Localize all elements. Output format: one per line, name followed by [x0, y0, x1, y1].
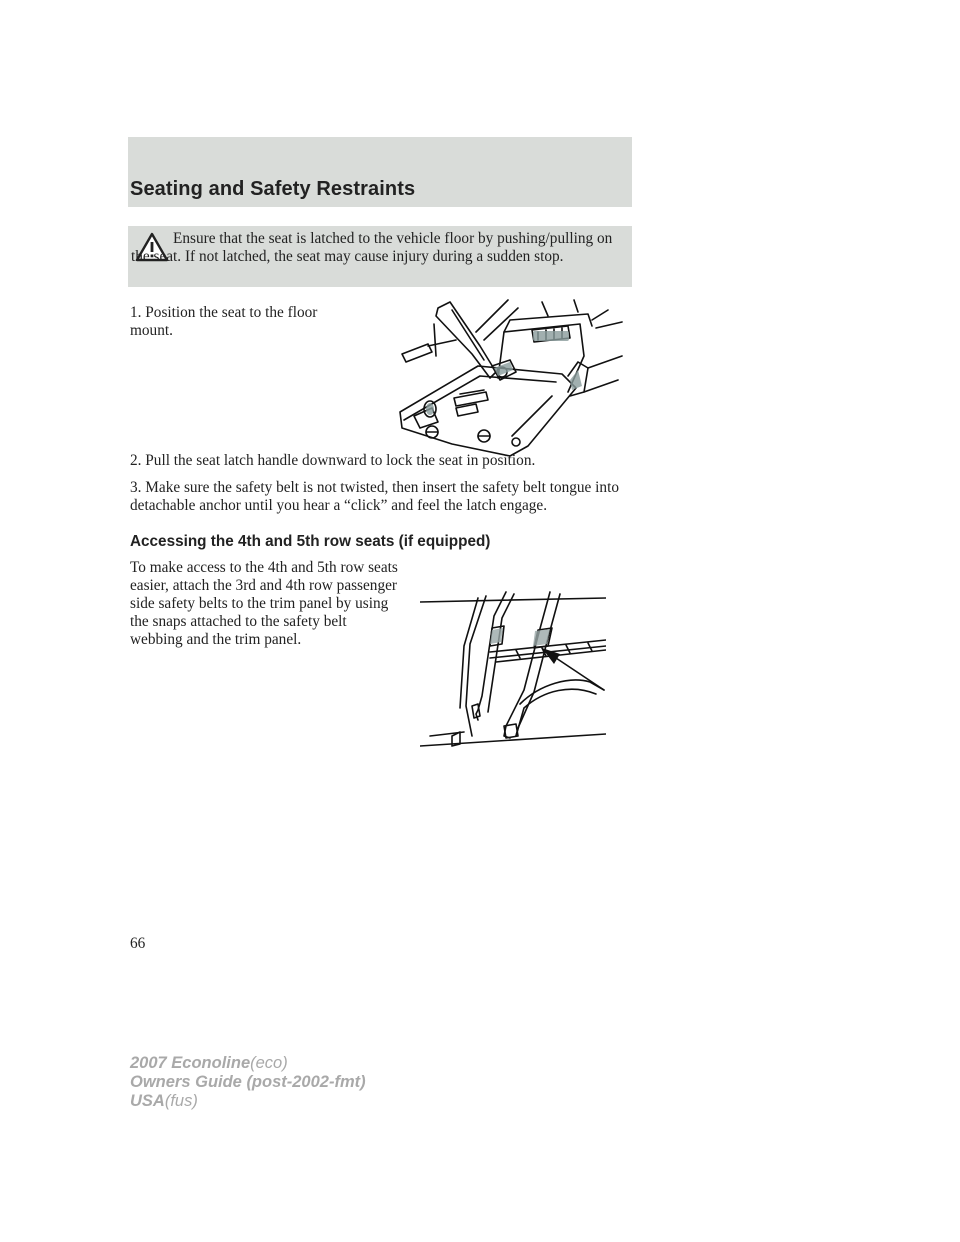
section-title: Seating and Safety Restraints — [130, 178, 416, 200]
page-number: 66 — [130, 935, 146, 952]
footer-market-code: (fus) — [164, 1092, 198, 1110]
footer-line-1 — [130, 1054, 366, 1073]
footer-doc-info — [130, 1054, 366, 1111]
warning-box — [128, 226, 632, 287]
step-3-text: 3. Make sure the safety belt is not twisted, then insert the safety belt tongue into detachable anchor until you hear a “click” and feel the latch engage. — [130, 479, 619, 514]
step-2-text: 2. Pull the seat latch handle downward to lock the seat in position. — [130, 452, 536, 469]
footer-market: USA — [130, 1092, 165, 1110]
access-subheading: Accessing the 4th and 5th row seats (if equipped) — [130, 533, 491, 550]
footer-line-2 — [130, 1073, 366, 1092]
warning-text: Ensure that the seat is latched to the vehicle floor by pushing/pulling on the seat. If not latched, the seat may cause injury during a sudden stop. — [131, 230, 613, 265]
footer-model: 2007 Econoline — [130, 1054, 251, 1072]
safety-belt-snap-illustration — [420, 586, 606, 750]
access-paragraph: To make access to the 4th and 5th row seats easier, attach the 3rd and 4th row passenger side safety belts to the trim panel by using the snaps attached to the safety belt webbing and the trim panel. — [130, 559, 398, 648]
footer-model-code: (eco) — [250, 1054, 288, 1072]
seat-floor-mount-illustration — [392, 296, 624, 462]
footer-guide-type: Owners Guide (post-2002-fmt) — [130, 1073, 366, 1091]
step-1-text: 1. Position the seat to the floor mount. — [130, 304, 318, 339]
footer-line-3 — [130, 1092, 366, 1111]
